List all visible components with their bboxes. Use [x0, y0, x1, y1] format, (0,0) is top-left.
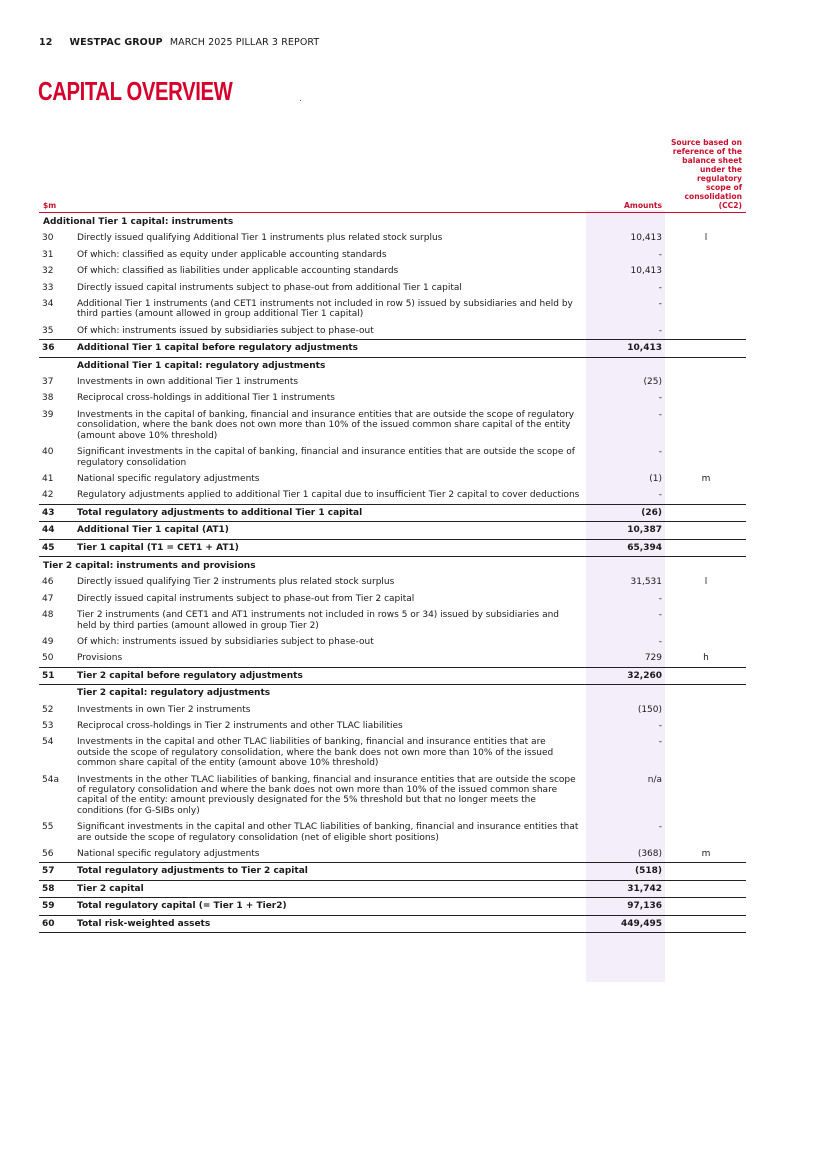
row-description: Tier 2 capital before regulatory adjustments	[73, 667, 585, 684]
row-description: Investments in the capital of banking, financial and insurance entities that are outside the scope of regulatory consolidation, where the bank does not own more than 10% of the issued common share capital of the entity (amount above 10% threshold)	[77, 409, 575, 441]
table-row	[39, 280, 746, 296]
row-number: 59	[39, 898, 73, 915]
row-number: 54a	[42, 774, 59, 785]
row-amount: -	[658, 282, 663, 293]
company-name: WESTPAC GROUP	[69, 37, 163, 48]
row-amount: 10,413	[585, 340, 666, 357]
table-body	[39, 213, 746, 933]
row-number: 42	[42, 490, 54, 501]
table-row	[39, 819, 746, 846]
table-row	[39, 607, 746, 634]
table-row	[39, 444, 746, 471]
row-amount: 31,742	[585, 880, 666, 897]
row-source-ref	[666, 607, 746, 634]
row-source-ref	[666, 504, 746, 521]
row-number: 32	[42, 266, 54, 277]
row-description: Reciprocal cross-holdings in additional Tier 1 instruments	[77, 393, 335, 404]
row-number: 47	[42, 593, 54, 604]
row-number: 45	[39, 539, 73, 556]
table-row	[39, 471, 746, 487]
row-source-ref	[666, 898, 746, 915]
table-row	[39, 487, 746, 504]
table-row	[39, 390, 746, 406]
row-amount: -	[658, 490, 663, 501]
stray-dot	[300, 100, 301, 101]
unit-header: $m	[39, 138, 585, 213]
row-amount: (150)	[637, 704, 663, 715]
row-number: 39	[42, 409, 54, 420]
row-description: Total risk-weighted assets	[73, 915, 585, 932]
row-description: Investments in own Tier 2 instruments	[77, 704, 251, 715]
row-amount: 10,413	[630, 266, 663, 277]
row-source-ref: l	[704, 577, 708, 588]
row-description: Tier 2 capital	[73, 880, 585, 897]
row-amount: -	[658, 249, 663, 260]
row-source-ref	[666, 296, 746, 323]
table-row	[39, 357, 746, 374]
table-row	[39, 685, 746, 702]
row-description: Tier 2 capital: regulatory adjustments	[77, 688, 271, 699]
section-heading: Additional Tier 1 capital: instruments	[43, 217, 234, 227]
row-amount	[585, 357, 666, 374]
row-source-ref	[666, 407, 746, 444]
row-number: 33	[42, 282, 54, 293]
row-amount: -	[658, 299, 663, 310]
row-description: Total regulatory capital (= Tier 1 + Tier2)	[73, 898, 585, 915]
row-description: Provisions	[77, 653, 123, 664]
row-source-ref	[666, 374, 746, 390]
table-row	[39, 230, 746, 246]
row-number: 55	[42, 822, 54, 833]
row-source-ref	[666, 880, 746, 897]
row-number: 57	[39, 863, 73, 880]
row-source-ref	[666, 819, 746, 846]
row-amount: -	[658, 721, 663, 731]
row-amount: -	[658, 822, 663, 833]
table-row	[39, 634, 746, 650]
section-heading: Tier 2 capital: instruments and provisions	[43, 560, 256, 571]
table-row	[39, 574, 746, 590]
row-amount: 65,394	[585, 539, 666, 556]
row-description: Directly issued qualifying Tier 2 instruments plus related stock surplus	[77, 577, 395, 588]
row-amount: (26)	[585, 504, 666, 521]
row-description: Of which: instruments issued by subsidiaries subject to phase-out	[77, 636, 374, 647]
row-source-ref	[666, 772, 746, 820]
table-row	[39, 734, 746, 771]
table-row	[39, 772, 746, 820]
row-amount: (368)	[637, 849, 663, 860]
row-description: Of which: classified as equity under applicable accounting standards	[77, 249, 387, 260]
row-amount: 31,531	[630, 577, 663, 588]
row-number: 40	[42, 447, 54, 458]
row-number: 31	[42, 249, 54, 260]
row-source-ref: l	[704, 233, 708, 244]
row-amount	[585, 685, 666, 702]
row-source-ref	[666, 863, 746, 880]
report-name: MARCH 2025 PILLAR 3 REPORT	[169, 37, 320, 48]
table-row	[39, 667, 746, 684]
row-description: Investments in the capital and other TLAC liabilities of banking, financial and insurance entities that are outside the scope of regulatory consolidation, where the bank does not own more than 10% of the issued common share capital of the entity (amount above 10% threshold)	[77, 737, 554, 769]
row-description: Additional Tier 1 capital before regulatory adjustments	[73, 340, 585, 357]
row-number	[39, 685, 73, 702]
row-source-ref: h	[703, 653, 709, 664]
table-header-row	[39, 138, 746, 213]
row-description: Directly issued qualifying Additional Tier 1 instruments plus related stock surplus	[77, 233, 443, 244]
row-source-ref	[666, 247, 746, 263]
row-description: Additional Tier 1 instruments (and CET1 instruments not included in row 5) issued by subsidiaries and held by third parties (amount allowed in group additional Tier 1 capital)	[77, 299, 573, 320]
table-row	[39, 915, 746, 932]
row-description: Tier 2 instruments (and CET1 and AT1 instruments not included in rows 5 or 34) issued by subsidiaries and held by third parties (amount allowed in group Tier 2)	[77, 610, 560, 631]
row-description: Significant investments in the capital of banking, financial and insurance entities that are outside the scope of regulatory consolidation	[77, 447, 575, 468]
row-amount: -	[658, 636, 663, 647]
row-source-ref: m	[701, 473, 711, 484]
row-number: 30	[42, 233, 54, 244]
row-amount: (518)	[585, 863, 666, 880]
row-number: 34	[42, 299, 54, 310]
table-row	[39, 846, 746, 863]
table-row	[39, 263, 746, 279]
page-title: CAPITAL OVERVIEW	[38, 76, 233, 106]
row-description: Additional Tier 1 capital (AT1)	[73, 522, 585, 539]
row-amount: -	[658, 393, 663, 404]
row-description: Reciprocal cross-holdings in Tier 2 instruments and other TLAC liabilities	[77, 721, 403, 731]
table-row	[39, 247, 746, 263]
row-source-ref	[666, 539, 746, 556]
row-number: 41	[42, 473, 54, 484]
row-amount: -	[658, 325, 663, 336]
row-description: Of which: classified as liabilities under applicable accounting standards	[77, 266, 399, 277]
row-number: 50	[42, 653, 54, 664]
row-source-ref	[666, 487, 746, 504]
row-number: 51	[39, 667, 73, 684]
row-number: 48	[42, 610, 54, 621]
row-amount: -	[658, 610, 663, 621]
table-row	[39, 650, 746, 667]
row-amount: 449,495	[585, 915, 666, 932]
row-number: 49	[42, 636, 54, 647]
row-amount: 10,413	[630, 233, 663, 244]
row-source-ref	[666, 390, 746, 406]
row-description: Additional Tier 1 capital: regulatory adjustments	[77, 360, 326, 371]
row-amount: -	[658, 737, 663, 748]
row-source-ref	[666, 591, 746, 607]
row-source-ref	[666, 685, 746, 702]
row-amount: -	[658, 447, 663, 458]
row-description: Investments in the other TLAC liabilities of banking, financial and insurance entities that are outside the scope of regulatory consolidation and where the bank does not own more than 10% of the issued common share capital of the entity: amount previously designated for the 5% threshold but that no longer meets the conditions (for G-SIBs only)	[77, 774, 576, 816]
table-row	[39, 522, 746, 539]
row-number: 60	[39, 915, 73, 932]
capital-overview-table	[39, 138, 746, 933]
row-description: National specific regulatory adjustments	[77, 849, 260, 860]
table-row	[39, 718, 746, 734]
row-amount: (25)	[643, 377, 663, 388]
row-source-ref	[666, 702, 746, 718]
table-row	[39, 504, 746, 521]
row-amount: 729	[644, 653, 663, 664]
row-description: Of which: instruments issued by subsidiaries subject to phase-out	[77, 325, 374, 336]
row-description: Directly issued capital instruments subject to phase-out from Tier 2 capital	[77, 593, 415, 604]
row-description: Tier 1 capital (T1 = CET1 + AT1)	[73, 539, 585, 556]
row-description: Significant investments in the capital and other TLAC liabilities of banking, financial and insurance entities that are outside the scope of regulatory consolidation (net of eligible short positions)	[77, 822, 579, 843]
table-row	[39, 880, 746, 897]
row-description: National specific regulatory adjustments	[77, 473, 260, 484]
row-amount: n/a	[647, 774, 663, 785]
row-number	[39, 357, 73, 374]
row-source-ref	[666, 280, 746, 296]
table-row	[39, 213, 746, 231]
row-amount: (1)	[649, 473, 663, 484]
page-header	[39, 37, 319, 48]
row-description: Regulatory adjustments applied to additional Tier 1 capital due to insufficient Tier 2 capital to cover deductions	[77, 490, 580, 501]
row-number: 52	[42, 704, 54, 715]
row-description: Investments in own additional Tier 1 instruments	[77, 377, 299, 388]
row-number: 53	[42, 721, 54, 731]
table-row	[39, 296, 746, 323]
row-number: 58	[39, 880, 73, 897]
row-number: 37	[42, 377, 54, 388]
row-number: 46	[42, 577, 54, 588]
row-number: 38	[42, 393, 54, 404]
row-amount: 10,387	[585, 522, 666, 539]
row-source-ref	[666, 718, 746, 734]
row-source-ref	[666, 357, 746, 374]
table-row	[39, 374, 746, 390]
table-row	[39, 340, 746, 357]
row-description: Total regulatory adjustments to Tier 2 capital	[73, 863, 585, 880]
row-amount: -	[658, 593, 663, 604]
row-number: 56	[42, 849, 54, 860]
table-row	[39, 591, 746, 607]
row-source-ref	[666, 667, 746, 684]
row-source-ref	[666, 323, 746, 340]
row-source-ref	[666, 263, 746, 279]
source-header: Source based on reference of the balance sheet under the regulatory scope of consolidation (CC2)	[666, 138, 746, 213]
row-source-ref	[666, 915, 746, 932]
row-source-ref	[666, 734, 746, 771]
page-number: 12	[39, 37, 53, 48]
table-row	[39, 863, 746, 880]
table-row	[39, 407, 746, 444]
row-amount: -	[658, 409, 663, 420]
row-source-ref	[666, 634, 746, 650]
table-row	[39, 556, 746, 574]
table-row	[39, 702, 746, 718]
row-number: 54	[42, 737, 54, 748]
row-source-ref	[666, 340, 746, 357]
table-row	[39, 323, 746, 340]
row-source-ref	[666, 444, 746, 471]
row-number: 36	[39, 340, 73, 357]
row-source-ref: m	[701, 849, 711, 860]
table-row	[39, 539, 746, 556]
row-amount: 97,136	[585, 898, 666, 915]
row-number: 44	[39, 522, 73, 539]
amounts-header: Amounts	[585, 138, 666, 213]
row-source-ref	[666, 522, 746, 539]
row-number: 43	[39, 504, 73, 521]
row-number: 35	[42, 325, 54, 336]
row-description: Total regulatory adjustments to additional Tier 1 capital	[73, 504, 585, 521]
row-amount: 32,260	[585, 667, 666, 684]
row-description: Directly issued capital instruments subject to phase-out from additional Tier 1 capital	[77, 282, 462, 293]
table-row	[39, 898, 746, 915]
